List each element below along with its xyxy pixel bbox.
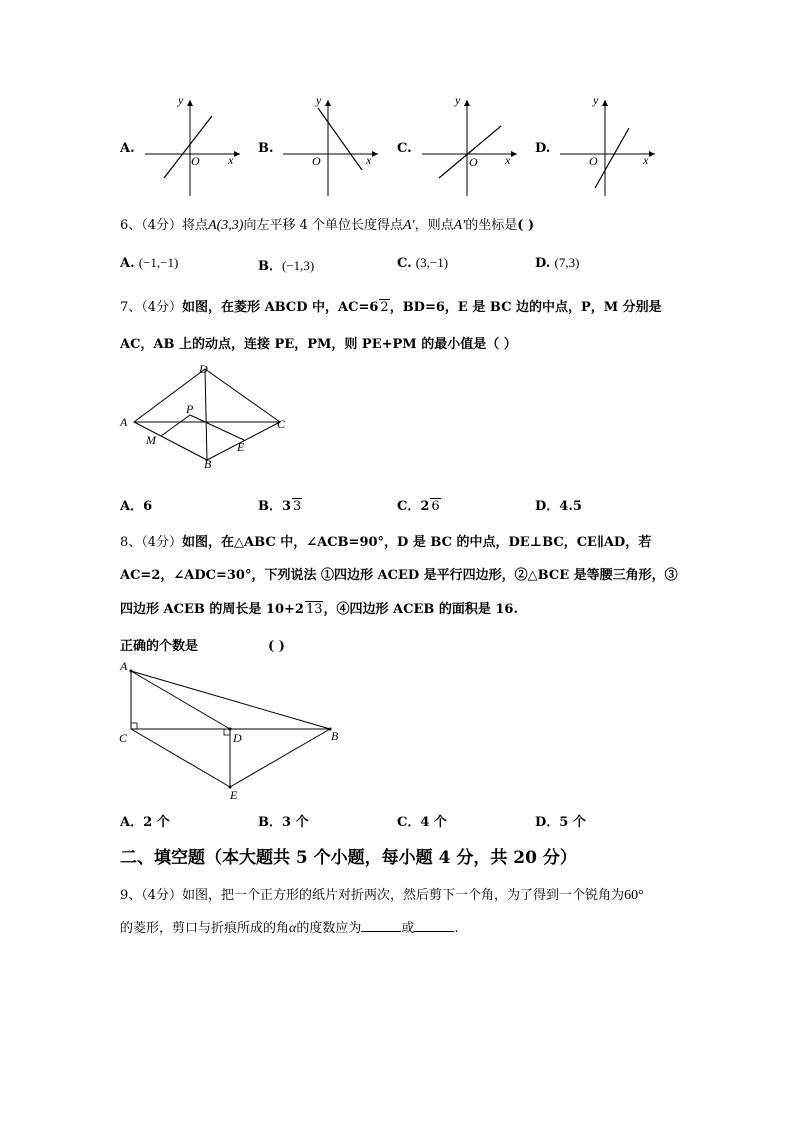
q8-label-c: C [119,731,128,745]
q8-label-a: A [120,659,128,673]
q7-label-m: M [146,433,156,447]
q6-point: A(3,3) [208,218,244,233]
q8-stem-line1: 8、（4分）如图，在△ABC 中，∠ACB=90°，D 是 BC 的中点，DE⊥BC，CE∥AD，若 [120,535,652,550]
q5-c-x-label: x [505,153,511,167]
q7-label-d: D [199,362,208,376]
q7-label-c: C [277,417,286,431]
q8-triangle-figure [118,658,348,808]
q7-label-a: A [120,415,128,429]
q6-option-b: B．(−1,3) [258,258,315,274]
q8-option-d: D．5 个 [535,815,586,830]
q5-d-x-label: x [643,153,649,167]
q8-label-d: D [233,731,242,745]
q7-option-a: A．6 [120,499,153,514]
q5-d-y-label: y [593,93,599,107]
q7-option-c: C．2 6 [397,499,440,514]
q6-number: 6、（4分） [120,218,183,233]
q5-b-y-label: y [316,93,322,107]
q5-c-y-label: y [455,93,461,107]
q5-d-origin: O [589,154,598,168]
q7-label-e: E [237,440,245,454]
q5-graph-a [140,92,250,202]
q8-label-e: E [230,788,238,802]
q5-option-d-label: D. [535,141,551,156]
q5-option-a-label: A. [120,141,135,156]
q5-b-x-label: x [366,153,372,167]
q8-stem-line4: 正确的个数是 ( ) [120,639,285,654]
q5-a-origin: O [191,154,200,168]
q7-option-d: D．4.5 [535,499,582,514]
q9-blank-1[interactable] [361,919,401,932]
q7-option-b: B．3 3 [258,499,302,514]
q9-stem-line1: 9、（4分）如图，把一个正方形的纸片对折两次，然后剪下一个角，为了得到一个锐角为60° [120,888,644,903]
q6-option-c: C. (3,−1) [397,255,449,271]
q5-a-y-label: y [178,93,184,107]
q9-number: 9、（4分） [120,888,183,903]
q7-label-p: P [186,402,194,416]
q5-graph-c [417,92,527,202]
q9-stem-line2: 的菱形，剪口与折痕所成的角α的度数应为 或 . [120,921,459,936]
q8-stem-line3: 四边形 ACEB 的周长是 10+2 13，④四边形 ACEB 的面积是 16. [120,602,519,617]
q5-c-origin: O [469,155,478,169]
q6-answer-paren: ( ) [517,218,535,233]
q9-blank-2[interactable] [414,919,454,932]
q7-stem-line2: AC，AB 上的动点，连接 PE，PM，则 PE+PM 的最小值是（ ） [120,337,517,352]
q5-graph-b [278,92,388,202]
q8-stem-line2: AC=2，∠ADC=30°，下列说法 ①四边形 ACED 是平行四边形，②△BCE 是等腰三角形，③ [120,568,678,583]
q7-number: 7、（4分） [120,300,183,315]
q5-graph-d [555,92,665,202]
q8-option-c: C．4 个 [397,815,447,830]
q7-rhombus-figure [118,360,298,472]
q8-option-a: A．2 个 [120,815,170,830]
section2-heading: 二、填空题（本大题共 5 个小题，每小题 4 分，共 20 分） [120,848,577,868]
q5-option-c-label: C. [397,141,412,156]
q8-answer-paren: ( ) [268,639,285,654]
q8-label-b: B [331,729,339,743]
q5-a-x-label: x [228,153,234,167]
q6-option-d: D. (7,3) [535,255,580,271]
q5-option-b-label: B. [258,141,274,156]
q8-option-b: B．3 个 [258,815,309,830]
q7-label-b: B [204,457,212,471]
q5-b-origin: O [312,154,321,168]
q6-stem: 6、（4分）将点A(3,3)向左平移 4 个单位长度得点A′，则点A′的坐标是( ) [120,218,535,233]
q6-option-a: A. (−1,−1) [120,255,179,271]
q8-number: 8、（4分） [120,535,183,550]
q7-stem-line1: 7、（4分）如图，在菱形 ABCD 中，AC=6 2，BD=6，E 是 BC 边的中点，P，M 分别是 [120,300,662,315]
